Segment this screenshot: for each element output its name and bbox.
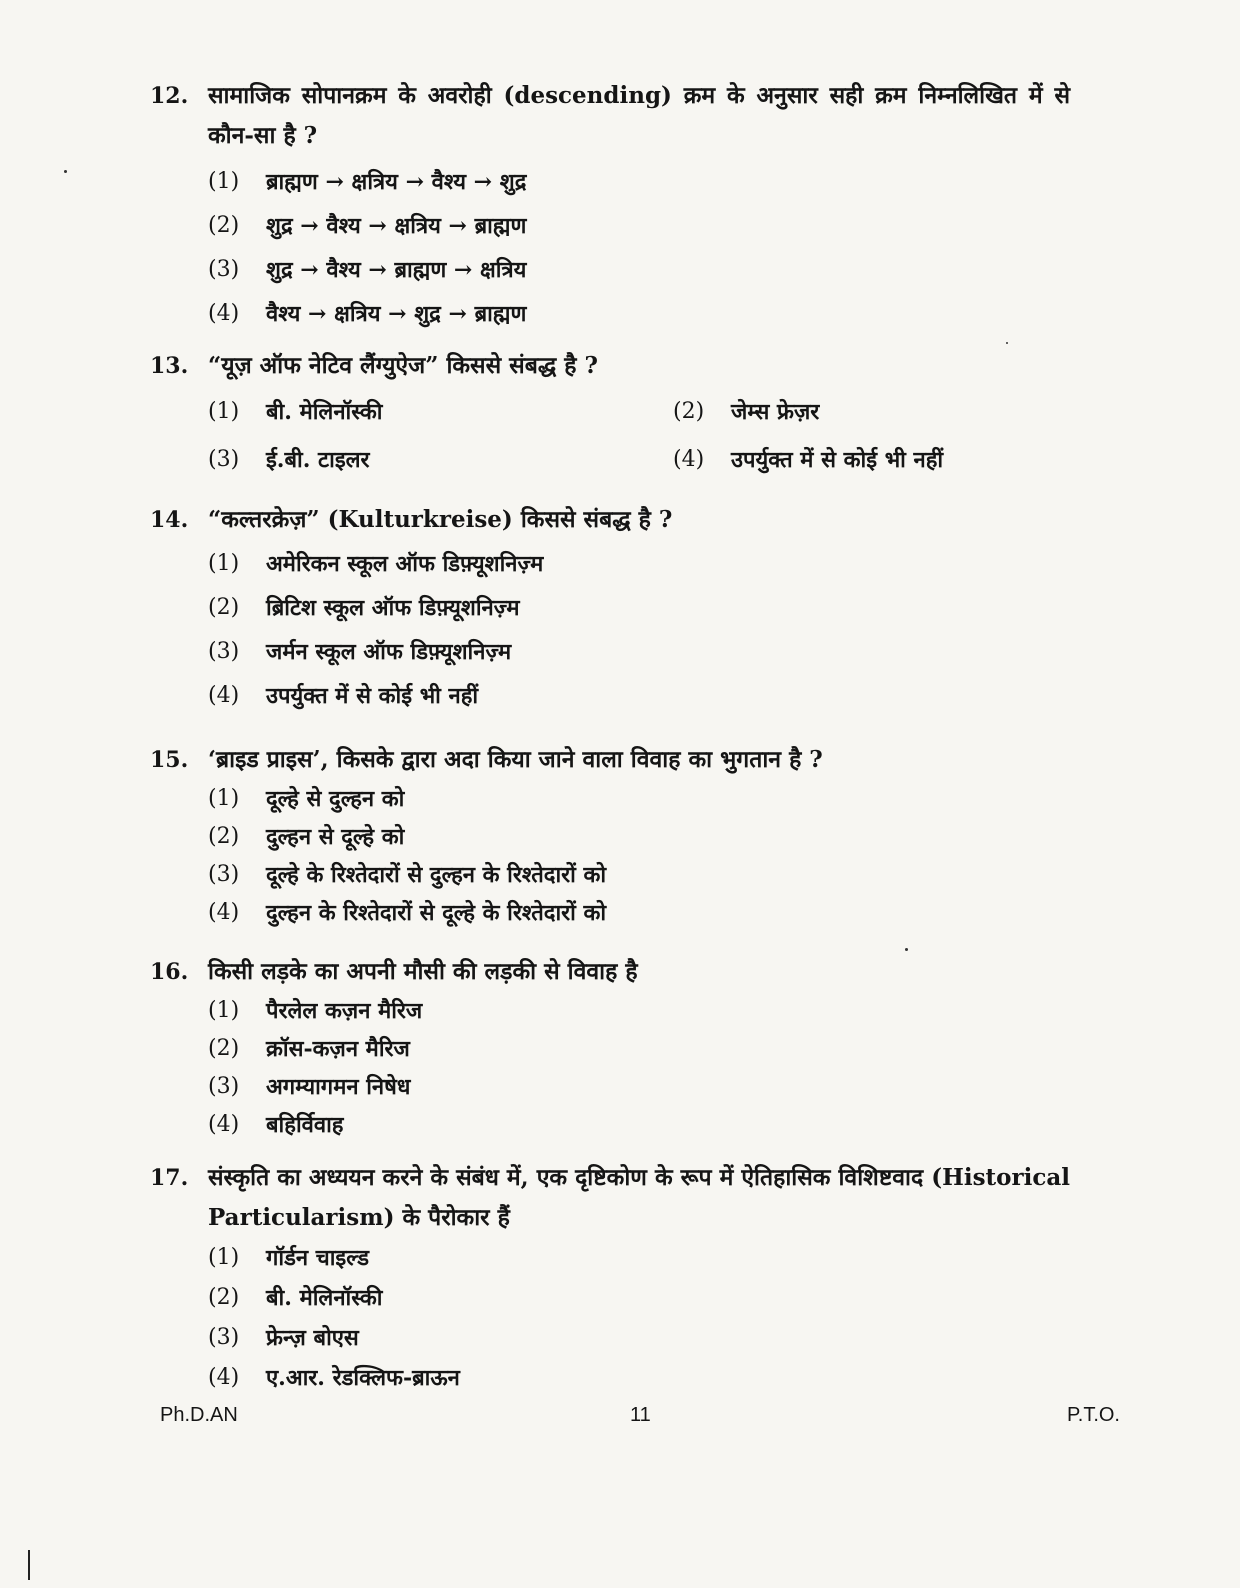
option-number: (3)	[208, 447, 240, 472]
option-text: गॉर्डन चाइल्ड	[266, 1245, 369, 1271]
option-number: (3)	[208, 639, 240, 664]
option-text: वैश्य → क्षत्रिय → शुद्र → ब्राह्मण	[266, 301, 527, 327]
option-text: फ्रेन्ज़ बोएस	[266, 1325, 359, 1351]
option-number: (2)	[208, 824, 240, 849]
option	[208, 1030, 1070, 1068]
scan-speck	[1006, 342, 1008, 344]
option-number: (4)	[208, 301, 240, 326]
option-text: जर्मन स्कूल ऑफ डिफ़्यूशनिज़्म	[266, 639, 512, 665]
option-text: बहिर्विवाह	[266, 1112, 344, 1138]
option-text: अगम्यागमन निषेध	[266, 1074, 411, 1100]
question-text: किसी लड़के का अपनी मौसी की लड़की से विवाह है	[208, 958, 638, 985]
question-12	[150, 76, 1070, 336]
option-text: अमेरिकन स्कूल ऑफ डिफ़्यूशनिज़्म	[266, 551, 544, 577]
question-text: सामाजिक सोपानक्रम के अवरोही (descending) क्रम के अनुसार सही क्रम निम्नलिखित में से कौन-सा है ?	[208, 82, 1070, 149]
option-text: बी. मेलिनॉस्की	[266, 1285, 383, 1311]
option	[208, 248, 1070, 292]
option-text: ब्रिटिश स्कूल ऑफ डिफ़्यूशनिज़्म	[266, 595, 520, 621]
option	[208, 630, 1070, 674]
option-text: जेम्स फ्रेज़र	[731, 399, 820, 425]
question-text: ‘ब्राइड प्राइस’, किसके द्वारा अदा किया जाने वाला विवाह का भुगतान है ?	[208, 746, 823, 773]
option	[673, 438, 1073, 482]
question-number: 12.	[150, 83, 189, 109]
option	[208, 390, 673, 434]
option-number: (2)	[208, 1285, 240, 1310]
option	[208, 438, 673, 482]
option-number: (4)	[208, 1112, 240, 1137]
question-number: 14.	[150, 507, 189, 533]
option	[208, 292, 1070, 336]
option	[208, 160, 1070, 204]
option-number: (1)	[208, 169, 240, 194]
option-text: क्रॉस-कज़न मैरिज	[266, 1036, 410, 1062]
option-text: शुद्र → वैश्य → क्षत्रिय → ब्राह्मण	[266, 213, 527, 239]
page-number: 11	[630, 1404, 651, 1426]
scan-speck	[905, 948, 908, 951]
pto-label: P.T.O.	[1067, 1404, 1120, 1426]
option-number: (3)	[208, 1074, 240, 1099]
option-number: (4)	[208, 900, 240, 925]
question-15	[150, 740, 1070, 932]
option-text: दुल्हन से दूल्हे को	[266, 824, 405, 850]
option	[208, 542, 1070, 586]
option	[208, 586, 1070, 630]
option	[673, 390, 1073, 434]
option-number: (1)	[208, 998, 240, 1023]
option	[208, 204, 1070, 248]
option-text: दूल्हे से दुल्हन को	[266, 786, 405, 812]
option-number: (1)	[208, 786, 240, 811]
question-13	[150, 346, 1070, 482]
option-number: (1)	[208, 1245, 240, 1270]
option-number: (2)	[208, 595, 240, 620]
option-number: (4)	[208, 1365, 240, 1390]
option-text: शुद्र → वैश्य → ब्राह्मण → क्षत्रिय	[266, 257, 527, 283]
question-number: 16.	[150, 959, 189, 985]
option	[208, 674, 1070, 718]
option	[208, 992, 1070, 1030]
option	[208, 1358, 1070, 1398]
option	[208, 780, 1070, 818]
question-text: “कल्तरक्रेज़” (Kulturkreise) किससे संबद्ध है ?	[208, 506, 673, 533]
options-list	[208, 780, 1070, 932]
option-text: ब्राह्मण → क्षत्रिय → वैश्य → शुद्र	[266, 169, 527, 195]
option-text: उपर्युक्त में से कोई भी नहीं	[266, 683, 479, 709]
question-16	[150, 952, 1070, 1144]
option	[208, 1318, 1070, 1358]
options-grid	[208, 390, 1070, 482]
option-text: उपर्युक्त में से कोई भी नहीं	[731, 447, 944, 473]
scan-speck	[64, 170, 67, 173]
question-number: 17.	[150, 1165, 189, 1191]
option	[208, 1106, 1070, 1144]
option	[208, 894, 1070, 932]
option	[208, 1278, 1070, 1318]
option-text: दूल्हे के रिश्तेदारों से दुल्हन के रिश्तेदारों को	[266, 862, 607, 888]
option-number: (1)	[208, 399, 240, 424]
scan-edge-mark	[28, 1550, 30, 1580]
option	[208, 818, 1070, 856]
options-list	[208, 542, 1070, 718]
option	[208, 1068, 1070, 1106]
option-number: (4)	[208, 683, 240, 708]
option-number: (2)	[208, 213, 240, 238]
option-number: (2)	[673, 399, 705, 424]
option-text: पैरलेल कज़न मैरिज	[266, 998, 423, 1024]
options-list	[208, 160, 1070, 336]
option	[208, 856, 1070, 894]
option	[208, 1238, 1070, 1278]
option-text: बी. मेलिनॉस्की	[266, 399, 383, 425]
question-17	[150, 1158, 1070, 1398]
option-number: (3)	[208, 257, 240, 282]
option-number: (4)	[673, 447, 705, 472]
option-number: (1)	[208, 551, 240, 576]
question-14	[150, 500, 1070, 718]
question-text: संस्कृति का अध्ययन करने के संबंध में, एक दृष्टिकोण के रूप में ऐतिहासिक विशिष्टवाद (Historical Particularism) के पैरोकार हैं	[208, 1164, 1070, 1231]
options-list	[208, 1238, 1070, 1398]
page-footer	[160, 1404, 1120, 1434]
option-text: ए.आर. रेडक्लिफ-ब्राऊन	[266, 1365, 460, 1391]
paper-code: Ph.D.AN	[160, 1404, 238, 1426]
question-text: “यूज़ ऑफ नेटिव लैंग्युऐज” किससे संबद्ध है ?	[208, 352, 598, 379]
option-number: (2)	[208, 1036, 240, 1061]
option-number: (3)	[208, 862, 240, 887]
option-text: दुल्हन के रिश्तेदारों से दूल्हे के रिश्तेदारों को	[266, 900, 607, 926]
option-number: (3)	[208, 1325, 240, 1350]
question-number: 13.	[150, 353, 189, 379]
option-text: ई.बी. टाइलर	[266, 447, 370, 473]
options-list	[208, 992, 1070, 1144]
question-number: 15.	[150, 747, 189, 773]
